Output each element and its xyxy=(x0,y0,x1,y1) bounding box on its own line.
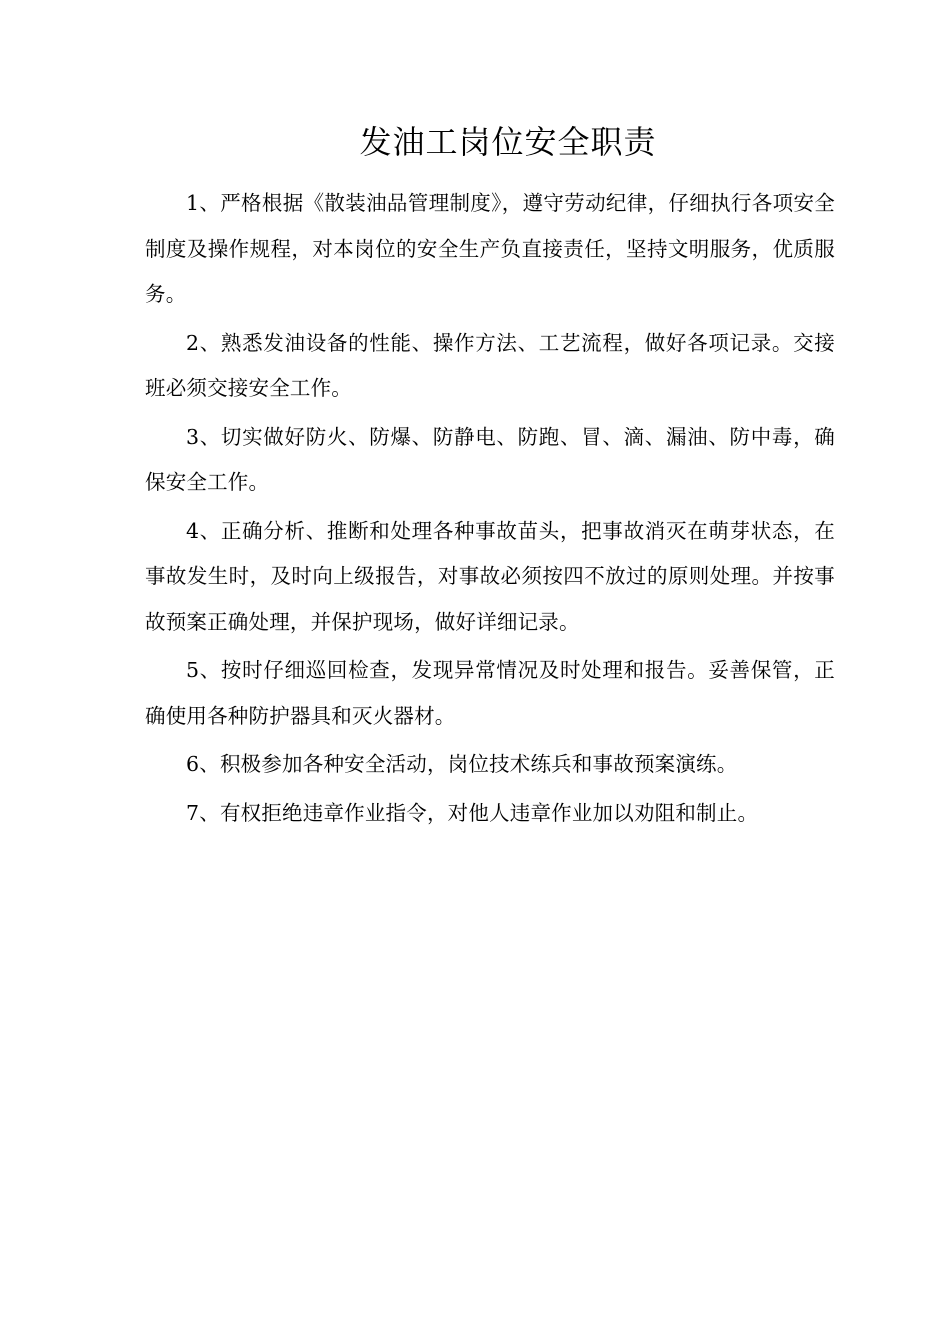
paragraph-3: 3、切实做好防火、防爆、防静电、防跑、冒、滴、漏油、防中毒，确保安全工作。 xyxy=(145,424,835,494)
document-body xyxy=(145,181,835,839)
paragraph-7: 7、有权拒绝违章作业指令，对他人违章作业加以劝阻和制止。 xyxy=(186,800,759,825)
paragraph-4: 4、正确分析、推断和处理各种事故苗头，把事故消灭在萌芽状态，在事故发生时，及时向上级报告，对事故必须按四不放过的原则处理。并按事故预案正确处理，并保护现场，做好详细记录。 xyxy=(145,518,835,634)
document-title: 发油工岗位安全职责 xyxy=(359,123,657,161)
paragraph-6: 6、积极参加各种安全活动，岗位技术练兵和事故预案演练。 xyxy=(186,752,738,776)
paragraph-1: 1、严格根据《散装油品管理制度》，遵守劳动纪律，仔细执行各项安全制度及操作规程，对本岗位的安全生产负直接责任，坚持文明服务，优质服务。 xyxy=(145,191,835,306)
paragraph-2: 2、熟悉发油设备的性能、操作方法、工艺流程，做好各项记录。交接班必须交接安全工作。 xyxy=(145,330,835,400)
paragraph-5: 5、按时仔细巡回检查，发现异常情况及时处理和报告。妥善保管，正确使用各种防护器具和灭火器材。 xyxy=(145,658,835,728)
